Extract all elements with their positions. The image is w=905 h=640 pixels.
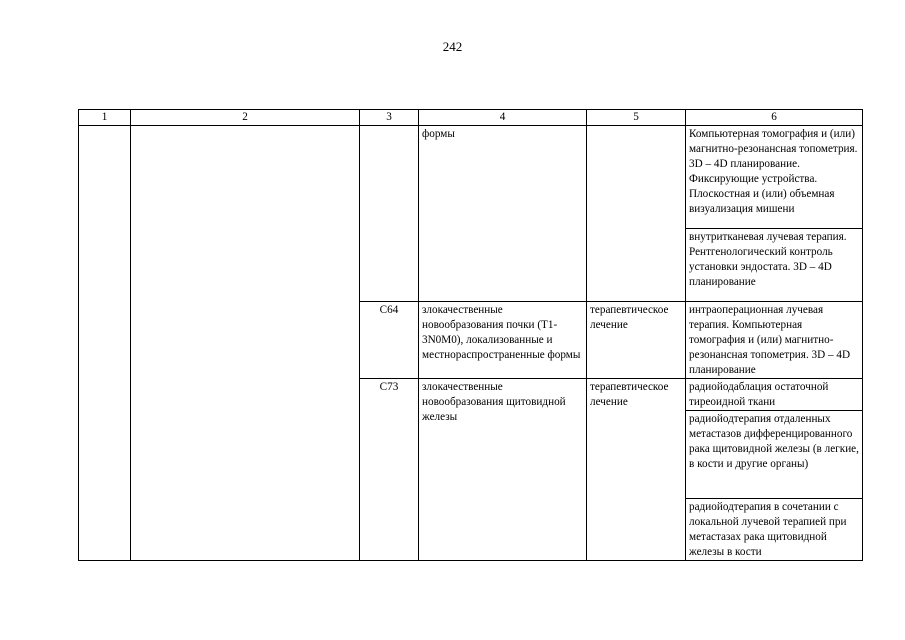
condition-cell: злокачественные новообразования почки (T1-3N0M0), локализованные и местнораспространенные формы bbox=[419, 302, 587, 379]
condition-cell: злокачественные новообразования щитовидной железы bbox=[419, 379, 587, 561]
column-2-cell bbox=[131, 126, 360, 561]
treatment-type-cell: терапевтическое лечение bbox=[587, 302, 686, 379]
method-cell: интраоперационная лучевая терапия. Компьютерная томография и (или) магнитно-резонансная топометрия. 3D – 4D планирование bbox=[686, 302, 863, 379]
method-cell: радиойодтерапия в сочетании с локальной лучевой терапией при метастазах рака щитовидной железы в кости bbox=[686, 499, 863, 561]
treatment-type-cell bbox=[587, 126, 686, 302]
treatment-type-cell: терапевтическое лечение bbox=[587, 379, 686, 561]
method-cell: радиойодаблация остаточной тиреоидной ткани bbox=[686, 379, 863, 411]
column-header-1: 1 bbox=[79, 110, 131, 126]
code-cell: C73 bbox=[360, 379, 419, 561]
page-number: 242 bbox=[442, 39, 463, 54]
method-cell: радиойодтерапия отдаленных метастазов дифференцированного рака щитовидной железы (в легкие, в кости и другие органы) bbox=[686, 411, 863, 499]
column-header-5: 5 bbox=[587, 110, 686, 126]
table-header-row bbox=[79, 110, 863, 126]
column-header-2: 2 bbox=[131, 110, 360, 126]
code-cell: C64 bbox=[360, 302, 419, 379]
column-header-6: 6 bbox=[686, 110, 863, 126]
medical-care-table bbox=[78, 109, 863, 561]
column-header-4: 4 bbox=[419, 110, 587, 126]
method-cell: внутритканевая лучевая терапия. Рентгенологический контроль установки эндостата. 3D – 4D планирование bbox=[686, 229, 863, 302]
column-header-3: 3 bbox=[360, 110, 419, 126]
method-cell: Компьютерная томография и (или) магнитно-резонансная топометрия. 3D – 4D планирование. Фиксирующие устройства. Плоскостная и (или) объемная визуализация мишени bbox=[686, 126, 863, 229]
condition-cell: формы bbox=[419, 126, 587, 302]
table-row bbox=[79, 126, 863, 229]
column-1-cell bbox=[79, 126, 131, 561]
code-cell bbox=[360, 126, 419, 302]
